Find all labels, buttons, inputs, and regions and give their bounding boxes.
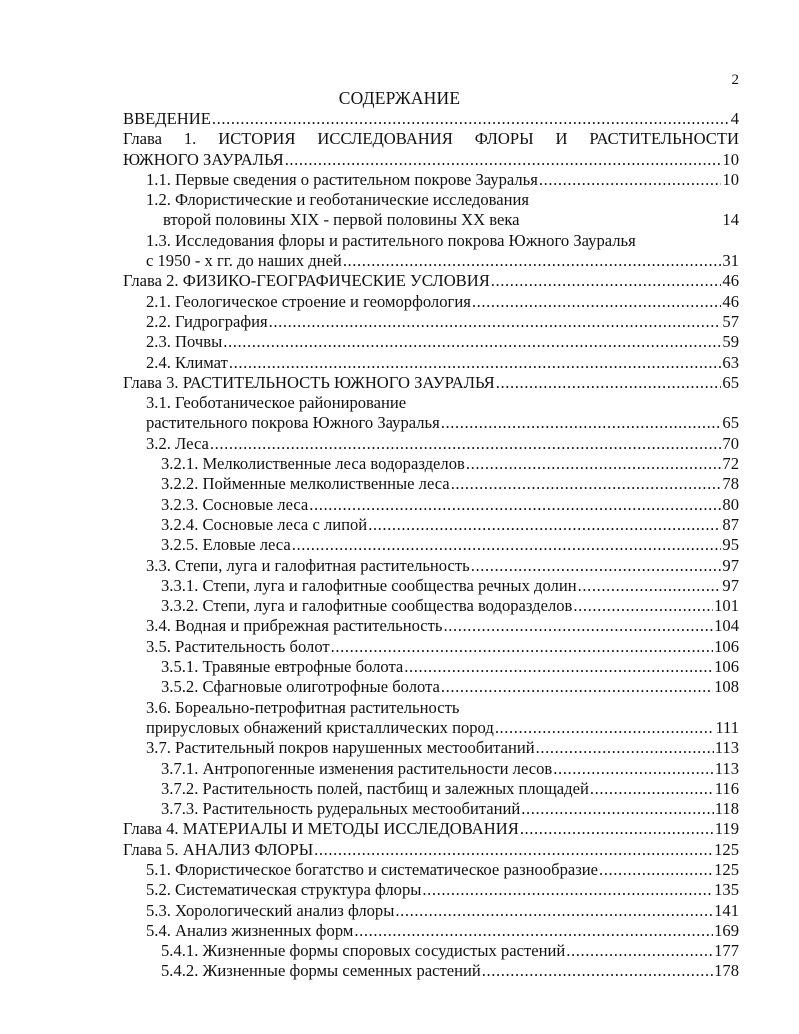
toc-entry-label: Глава 3. РАСТИТЕЛЬНОСТЬ ЮЖНОГО ЗАУРАЛЬЯ — [123, 372, 495, 392]
toc-entry-2-4[interactable] — [123, 353, 739, 373]
toc-entry-label: 5.3. Хорологический анализ флоры — [146, 900, 395, 920]
toc-entry-page: 14 — [722, 210, 739, 230]
toc-leader-dots — [210, 434, 722, 454]
toc-leader-dots — [292, 535, 722, 555]
toc-entry-label: 5.4.2. Жизненные формы семенных растений — [161, 961, 481, 981]
toc-entry-page: 97 — [722, 555, 739, 575]
toc-entry-3-2-2[interactable] — [123, 474, 739, 494]
toc-entry-label: ВВЕДЕНИЕ — [123, 109, 211, 128]
toc-entry-label: 3.3.2. Степи, луга и галофитные сообщества водоразделов — [161, 596, 573, 616]
toc-entry-page: 118 — [714, 799, 739, 819]
toc-entry-page: 70 — [722, 433, 739, 453]
toc-leader-dots — [599, 860, 713, 880]
toc-entry-page: 95 — [722, 535, 739, 555]
toc-entry-3-2-5[interactable] — [123, 535, 739, 555]
toc-entry-page: 125 — [714, 839, 739, 859]
toc-entry-label: 3.5. Растительность болот — [146, 636, 330, 656]
toc-entry-3-4[interactable] — [123, 616, 739, 636]
toc-entry-1-2-line1: 1.2. Флористические и геоботанические исследования — [146, 190, 529, 210]
toc-leader-dots — [223, 332, 721, 352]
toc-entry-label: 5.2. Систематическая структура флоры — [146, 880, 422, 900]
toc-leader-dots — [343, 251, 722, 271]
toc-entry-3-5-2[interactable] — [123, 677, 739, 697]
toc-leader-dots — [404, 657, 713, 677]
toc-entry-page: 108 — [714, 677, 739, 697]
toc-entry-page: 65 — [722, 413, 739, 433]
toc-entry-page: 119 — [714, 819, 739, 839]
toc-entry-label: 3.2. Леса — [146, 433, 209, 453]
toc-leader-dots — [495, 718, 715, 738]
toc-entry-label: 5.4.1. Жизненные формы споровых сосудистых растений — [161, 941, 566, 961]
toc-entry-label: 3.2.1. Мелколиственные леса водоразделов — [161, 454, 465, 474]
toc-entry-page: 57 — [722, 311, 739, 331]
toc-entry-label: Глава 4. МАТЕРИАЛЫ И МЕТОДЫ ИССЛЕДОВАНИЯ — [123, 819, 519, 839]
toc-entry-label: Глава 2. ФИЗИКО-ГЕОГРАФИЧЕСКИЕ УСЛОВИЯ — [123, 271, 490, 291]
toc-entry-introduction[interactable] — [123, 109, 739, 129]
table-of-contents — [123, 109, 739, 982]
toc-entry-3-1[interactable] — [123, 413, 739, 433]
toc-entry-label: 2.2. Гидрография — [146, 311, 268, 331]
toc-entry-5-2[interactable] — [123, 880, 739, 900]
toc-entry-3-7-1[interactable] — [123, 759, 739, 779]
toc-entry-chapter-5[interactable] — [123, 840, 739, 860]
toc-leader-dots — [578, 576, 722, 596]
toc-entry-3-2-1[interactable] — [123, 454, 739, 474]
toc-entry-3-5-1[interactable] — [123, 657, 739, 677]
toc-leader-dots — [354, 921, 713, 941]
toc-leader-dots — [566, 941, 713, 961]
toc-entry-page: 125 — [714, 859, 739, 879]
toc-entry-page: 46 — [722, 271, 739, 291]
toc-entry-3-2-4[interactable] — [123, 515, 739, 535]
toc-entry-3-2-3[interactable] — [123, 495, 739, 515]
toc-leader-dots — [314, 840, 713, 860]
toc-leader-dots — [573, 596, 713, 616]
toc-leader-dots — [590, 779, 714, 799]
toc-entry-chapter-1-line1: Глава 1. ИСТОРИЯ ИССЛЕДОВАНИЯ ФЛОРЫ И РАСТИТЕЛЬНОСТИ — [123, 129, 739, 149]
toc-entry-page: 106 — [714, 636, 739, 656]
toc-entry-page: 97 — [722, 575, 739, 595]
toc-entry-label: Глава 5. АНАЛИЗ ФЛОРЫ — [123, 839, 314, 859]
toc-entry-label: 2.4. Климат — [146, 352, 228, 372]
toc-entry-page: 169 — [714, 920, 739, 940]
toc-entry-page: 141 — [714, 900, 739, 920]
toc-entry-3-7-3[interactable] — [123, 799, 739, 819]
toc-entry-page: 65 — [722, 372, 739, 392]
toc-leader-dots — [472, 292, 722, 312]
toc-entry-page: 87 — [722, 514, 739, 534]
toc-entry-label: 3.7. Растительный покров нарушенных местообитаний — [146, 738, 535, 758]
toc-entry-label: 3.4. Водная и прибрежная растительность — [146, 616, 443, 636]
toc-leader-dots — [309, 495, 721, 515]
toc-entry-chapter-4[interactable] — [123, 819, 739, 839]
toc-entry-1-3-line1: 1.3. Исследования флоры и растительного покрова Южного Зауралья — [146, 230, 636, 250]
toc-entry-3-2[interactable] — [123, 434, 739, 454]
toc-leader-dots — [212, 109, 730, 129]
toc-entry-label: 3.5.2. Сфагновые олиготрофные болота — [161, 677, 440, 697]
toc-leader-dots — [539, 170, 722, 190]
toc-entry-page: 113 — [714, 738, 739, 758]
toc-entry-page: 10 — [722, 169, 739, 189]
toc-entry-5-4[interactable] — [123, 921, 739, 941]
toc-entry-page: 80 — [722, 494, 739, 514]
toc-leader-dots — [269, 312, 722, 332]
toc-entry-2-3[interactable] — [123, 332, 739, 352]
toc-entry-page: 72 — [722, 454, 739, 474]
toc-entry-label: 5.4. Анализ жизненных форм — [146, 920, 354, 940]
toc-leader-dots — [441, 413, 722, 433]
toc-entry-page: 106 — [714, 657, 739, 677]
toc-entry-page: 101 — [714, 596, 739, 616]
toc-entry-5-3[interactable] — [123, 901, 739, 921]
toc-entry-3-6-line1: 3.6. Бореально-петрофитная растительность — [146, 697, 460, 717]
toc-entry-label: ЮЖНОГО ЗАУРАЛЬЯ — [123, 149, 284, 169]
toc-leader-dots — [482, 961, 713, 981]
toc-leader-dots — [521, 799, 713, 819]
toc-entry-page: 10 — [722, 149, 739, 169]
toc-entry-label: 3.2.2. Пойменные мелколиственные леса — [161, 474, 450, 494]
toc-entry-label: 3.2.3. Сосновые леса — [161, 494, 309, 514]
toc-entry-2-1[interactable] — [123, 292, 739, 312]
toc-leader-dots — [466, 454, 722, 474]
toc-entry-3-7-2[interactable] — [123, 779, 739, 799]
toc-entry-page: 111 — [715, 717, 739, 737]
toc-entry-3-5[interactable] — [123, 637, 739, 657]
toc-entry-5-4-1[interactable] — [123, 941, 739, 961]
toc-entry-label: 3.7.3. Растительность рудеральных местообитаний — [161, 799, 521, 819]
toc-entry-page: 113 — [714, 758, 739, 778]
toc-entry-3-3[interactable] — [123, 556, 739, 576]
toc-entry-label: с 1950 - х гг. до наших дней — [146, 251, 342, 271]
toc-entry-1-2[interactable] — [123, 210, 739, 230]
toc-entry-page: 135 — [714, 880, 739, 900]
toc-entry-page: 63 — [722, 352, 739, 372]
toc-entry-3-1-line1: 3.1. Геоботаническое районирование — [146, 393, 407, 413]
toc-entry-page: 178 — [714, 961, 739, 981]
toc-leader-dots — [471, 556, 722, 576]
toc-leader-dots — [285, 150, 722, 170]
toc-entry-page: 116 — [714, 778, 739, 798]
toc-entry-label: второй половины XIX - первой половины XX века — [163, 210, 520, 230]
toc-leader-dots — [331, 637, 713, 657]
toc-entry-label: 3.3.1. Степи, луга и галофитные сообщества речных долин — [161, 575, 577, 595]
toc-entry-page: 78 — [722, 474, 739, 494]
toc-leader-dots — [553, 759, 714, 779]
toc-entry-label: 2.3. Почвы — [146, 332, 223, 352]
toc-entry-page: 4 — [730, 109, 739, 128]
toc-entry-1-1[interactable] — [123, 170, 739, 190]
toc-entry-label: растительного покрова Южного Зауралья — [146, 413, 440, 433]
toc-entry-3-7[interactable] — [123, 738, 739, 758]
toc-leader-dots — [491, 271, 722, 291]
toc-entry-page: 46 — [722, 291, 739, 311]
toc-entry-1-3[interactable] — [123, 251, 739, 271]
toc-entry-label: 2.1. Геологическое строение и геоморфология — [146, 291, 471, 311]
toc-entry-label: 3.5.1. Травяные евтрофные болота — [161, 657, 404, 677]
toc-entry-page: 59 — [722, 332, 739, 352]
toc-leader-dots — [443, 616, 713, 636]
toc-entry-5-4-2[interactable] — [123, 961, 739, 981]
toc-entry-chapter-3[interactable] — [123, 373, 739, 393]
toc-entry-3-3-1[interactable] — [123, 576, 739, 596]
toc-entry-label: 3.3. Степи, луга и галофитная растительность — [146, 555, 470, 575]
toc-entry-label: 3.2.4. Сосновые леса с липой — [161, 514, 368, 534]
toc-leader-dots — [395, 901, 713, 921]
toc-entry-label: 1.1. Первые сведения о растительном покрове Зауралья — [146, 169, 538, 189]
page-title: СОДЕРЖАНИЕ — [338, 88, 461, 108]
toc-leader-dots — [536, 738, 714, 758]
toc-leader-dots — [496, 373, 722, 393]
toc-leader-dots — [451, 474, 722, 494]
toc-entry-page: 31 — [722, 251, 739, 271]
toc-entry-label: 3.7.1. Антропогенные изменения растительности лесов — [161, 758, 553, 778]
toc-entry-page: 177 — [714, 941, 739, 961]
toc-leader-dots — [441, 677, 713, 697]
toc-entry-2-2[interactable] — [123, 312, 739, 332]
toc-entry-label: прирусловых обнажений кристаллических пород — [146, 717, 494, 737]
toc-entry-chapter-1[interactable] — [123, 150, 739, 170]
toc-entry-chapter-2[interactable] — [123, 271, 739, 291]
toc-leader-dots — [520, 819, 714, 839]
toc-entry-3-3-2[interactable] — [123, 596, 739, 616]
toc-leader-dots — [229, 353, 722, 373]
toc-leader-dots — [422, 880, 713, 900]
toc-entry-page: 104 — [714, 616, 739, 636]
toc-entry-3-6[interactable] — [123, 718, 739, 738]
page-number: 2 — [731, 72, 739, 88]
toc-entry-label: 3.2.5. Еловые леса — [161, 535, 291, 555]
toc-leader-dots — [368, 515, 721, 535]
toc-entry-5-1[interactable] — [123, 860, 739, 880]
toc-entry-label: 3.7.2. Растительность полей, пастбищ и залежных площадей — [161, 778, 589, 798]
toc-entry-label: 5.1. Флористическое богатство и систематическое разнообразие — [146, 859, 599, 879]
